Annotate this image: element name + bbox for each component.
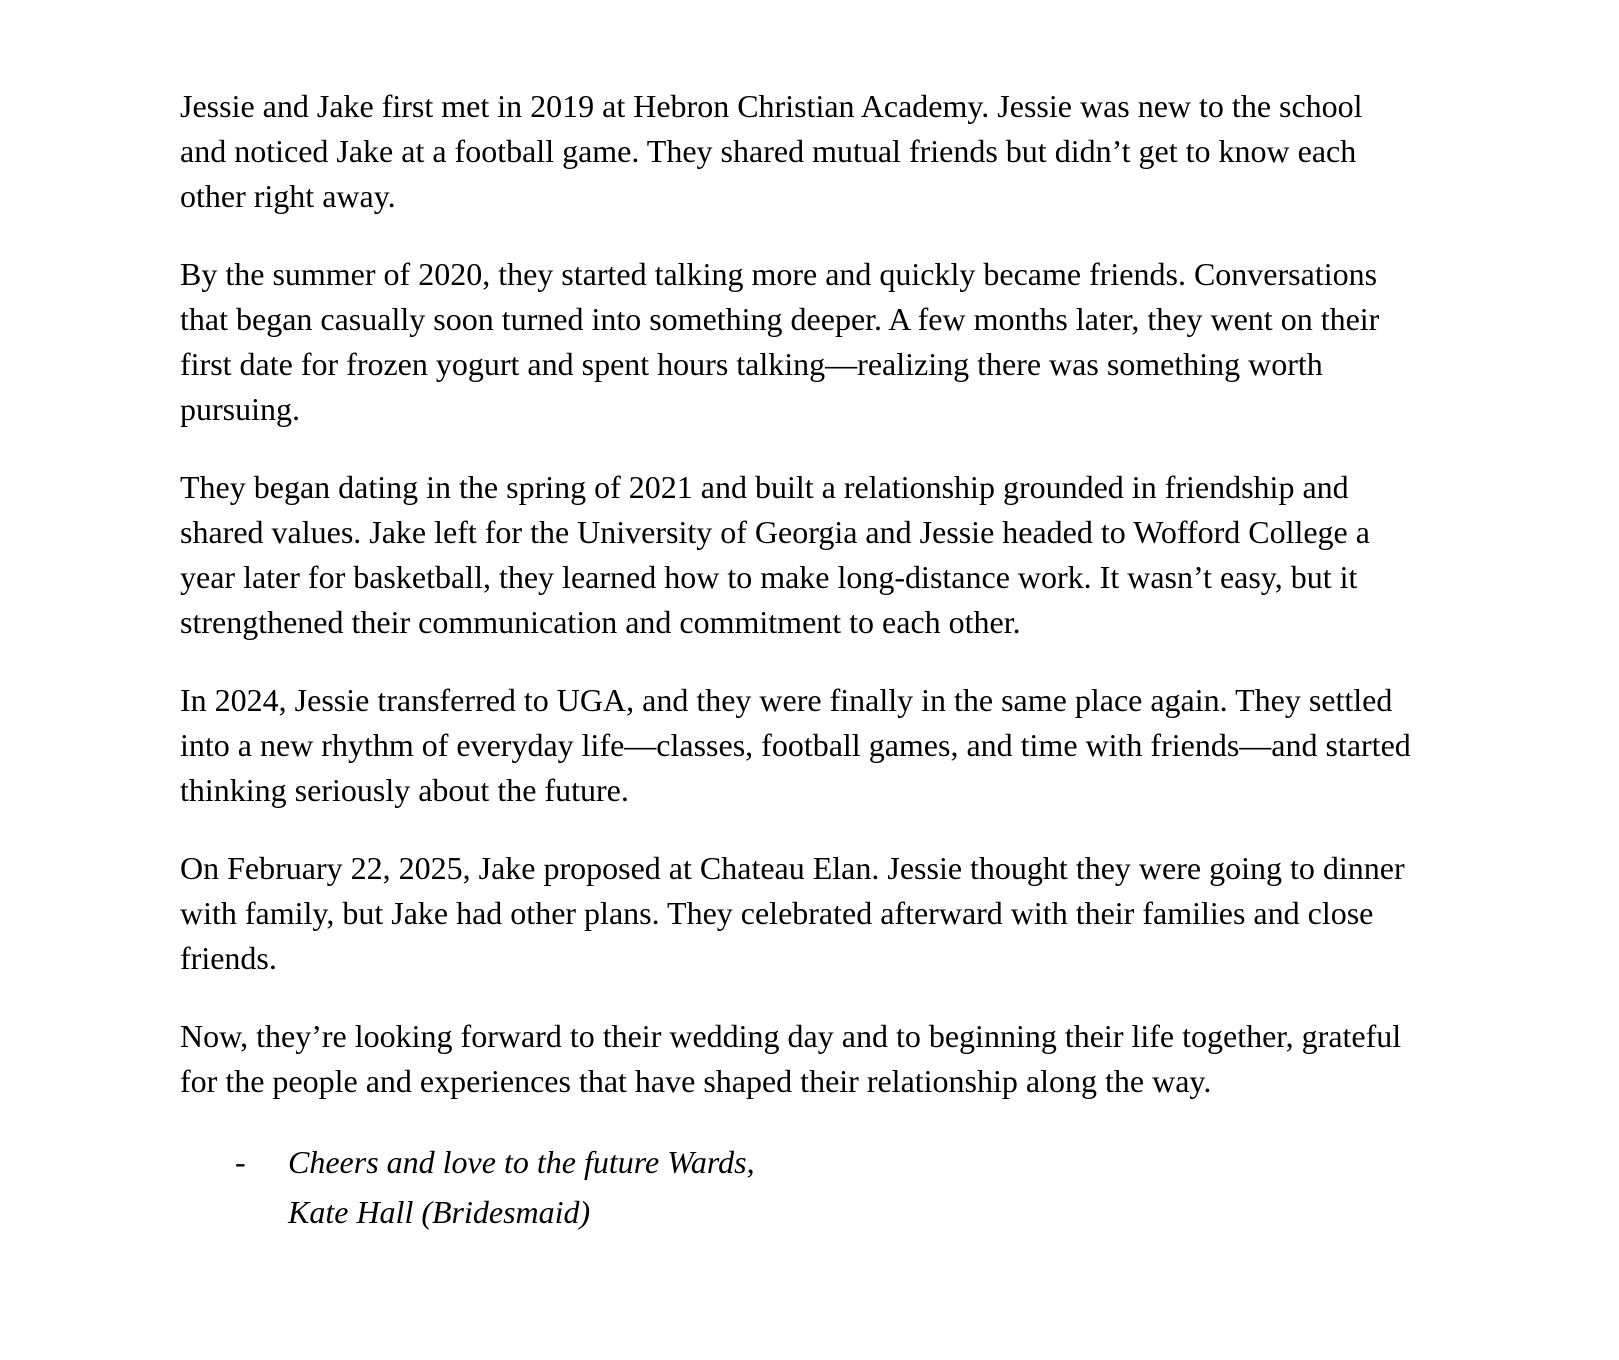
paragraph-looking-forward: Now, they’re looking forward to their wedding day and to beginning their life together, grateful for the people and experiences that have shaped their relationship along the way. — [180, 1018, 1402, 1099]
signature-line-closing: Cheers and love to the future Wards, — [288, 1144, 755, 1180]
paragraph-transfer-to-uga: In 2024, Jessie transferred to UGA, and they were finally in the same place again. They settled into a new rhythm of everyday life—classes, football games, and time with friends—and started thinking seriously about the future. — [180, 682, 1411, 808]
signature-dash-marker: - — [235, 1144, 246, 1180]
paragraph-began-dating: They began dating in the spring of 2021 and built a relationship grounded in friendship and shared values. Jake left for the University of Georgia and Jessie headed to Wofford College a year later for basketball, they learned how to make long-distance work. It wasn’t easy, but it strengthened their communication and commitment to each other. — [180, 469, 1370, 640]
document-page — [180, 84, 1411, 1237]
paragraph-became-friends: By the summer of 2020, they started talking more and quickly became friends. Conversations that began casually soon turned into something deeper. A few months later, they went on their first date for frozen yogurt and spent hours talking—realizing there was something worth pursuing. — [180, 256, 1380, 427]
paragraph-proposal: On February 22, 2025, Jake proposed at Chateau Elan. Jessie thought they were going to dinner with family, but Jake had other plans. They celebrated afterward with their families and close friends. — [180, 850, 1405, 976]
paragraph-how-they-met: Jessie and Jake first met in 2019 at Hebron Christian Academy. Jessie was new to the school and noticed Jake at a football game. They shared mutual friends but didn’t get to know each other right away. — [180, 88, 1363, 214]
signature-block — [180, 1137, 1411, 1237]
signature-line-name: Kate Hall (Bridesmaid) — [288, 1194, 591, 1230]
